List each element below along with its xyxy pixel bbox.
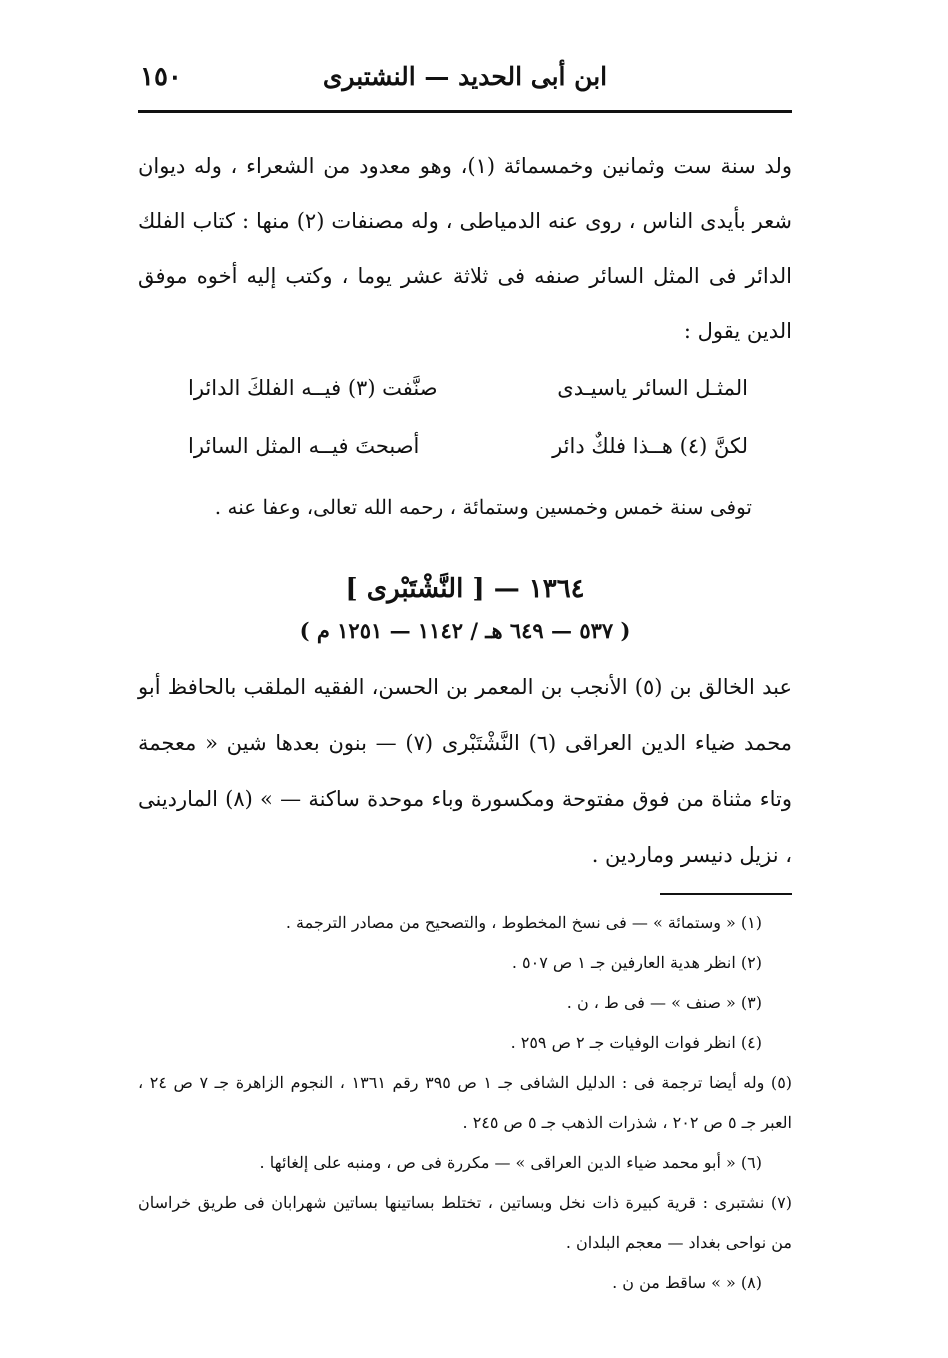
entry-dates: ( ٥٣٧ — ٦٤٩ هـ / ١١٤٢ — ١٢٥١ م ): [299, 618, 631, 643]
header-rule: [138, 110, 792, 113]
footnote-1: (١) « وستمائة » — فى نسخ المخطوط ، والتصحيح من مصادر الترجمة .: [285, 913, 762, 932]
entry-paragraph: عبد الخالق بن (٥) الأنجب بن المعمر بن الحسن، الفقيه الملقب بالحافظ أبو محمد ضياء الدين العراقى (٦) النَّشْتَبْرى (٧) — بنون بعدها شين « معجمة وتاء مثناة من فوق مفتوحة ومكسورة وباء موحدة ساكنة — » (٨) الماردينى ، نزيل دنيسر وماردين .: [138, 675, 792, 867]
entry-heading: ١٣٦٤ — [ النَّشْتَبْرى ]: [345, 574, 585, 604]
poem: [188, 359, 748, 475]
poem-verse-2: [188, 417, 748, 475]
poem-verse-1: [188, 359, 748, 417]
footnote-4: (٤) انظر فوات الوفيات جـ ٢ ص ٢٥٩ .: [510, 1033, 762, 1052]
footnote-5: (٥) وله أيضا ترجمة فى : الدليل الشافى جـ ١ ص ٣٩٥ رقم ١٣٦١ ، النجوم الزاهرة جـ ٧ ص ٢٤ ، العبر جـ ٥ ص ٢٠٢ ، شذرات الذهب جـ ٥ ص ٢٤٥ .: [138, 1073, 793, 1132]
main-text: [138, 139, 792, 359]
hemistich-second: أصبحتَ فيــه المثل السائرا: [188, 434, 420, 458]
closing-line: توفى سنة خمس وخمسين وستمائة ، رحمه الله تعالى، وعفا عنه .: [214, 495, 752, 519]
footnote-rule: [660, 893, 792, 895]
footnote-8: (٨) « » ساقط من ن .: [612, 1273, 762, 1292]
paragraph-1: ولد سنة ست وثمانين وخمسمائة (١)، وهو معدود من الشعراء ، وله ديوان شعر بأيدى الناس ، روى عنه الدمياطى ، وله مصنفات (٢) منها : كتاب الفلك الدائر فى المثل السائر صنفه فى ثلاثة عشر يوما ، وكتب إليه أخوه موفق الدين يقول :: [138, 154, 792, 343]
footnote-2: (٢) انظر هدية العارفين جـ ١ ص ٥٠٧ .: [511, 953, 762, 972]
page-number: ١٥٠: [140, 62, 182, 92]
footnote-7: (٧) نشتبرى : قرية كبيرة ذات نخل وبساتين ، تختلط بساتينها بساتين شهرابان فى طريق خراسان من نواحى بغداد — معجم البلدان .: [138, 1193, 793, 1252]
hemistich-first: لكنَّ (٤) هــذا فلكٌ دائر: [552, 434, 748, 458]
running-head-title: ابن أبى الحديد — النشتبرى: [322, 62, 608, 91]
entry-text: [138, 659, 792, 883]
footnote-6: (٦) « أبو محمد ضياء الدين العراقى » — مكررة فى ص ، ومنبه على إلغائها .: [259, 1153, 762, 1172]
hemistich-second: صنَّفت (٣) فيــه الفلكَ الدائرا: [188, 376, 438, 400]
running-head: [138, 50, 792, 104]
document-page: [138, 50, 792, 1303]
hemistich-first: المثـل السائر ياسيـدى: [557, 376, 748, 400]
footnotes: [138, 903, 792, 1303]
footnote-3: (٣) « صنف » — فى ط ، ن .: [566, 993, 762, 1012]
